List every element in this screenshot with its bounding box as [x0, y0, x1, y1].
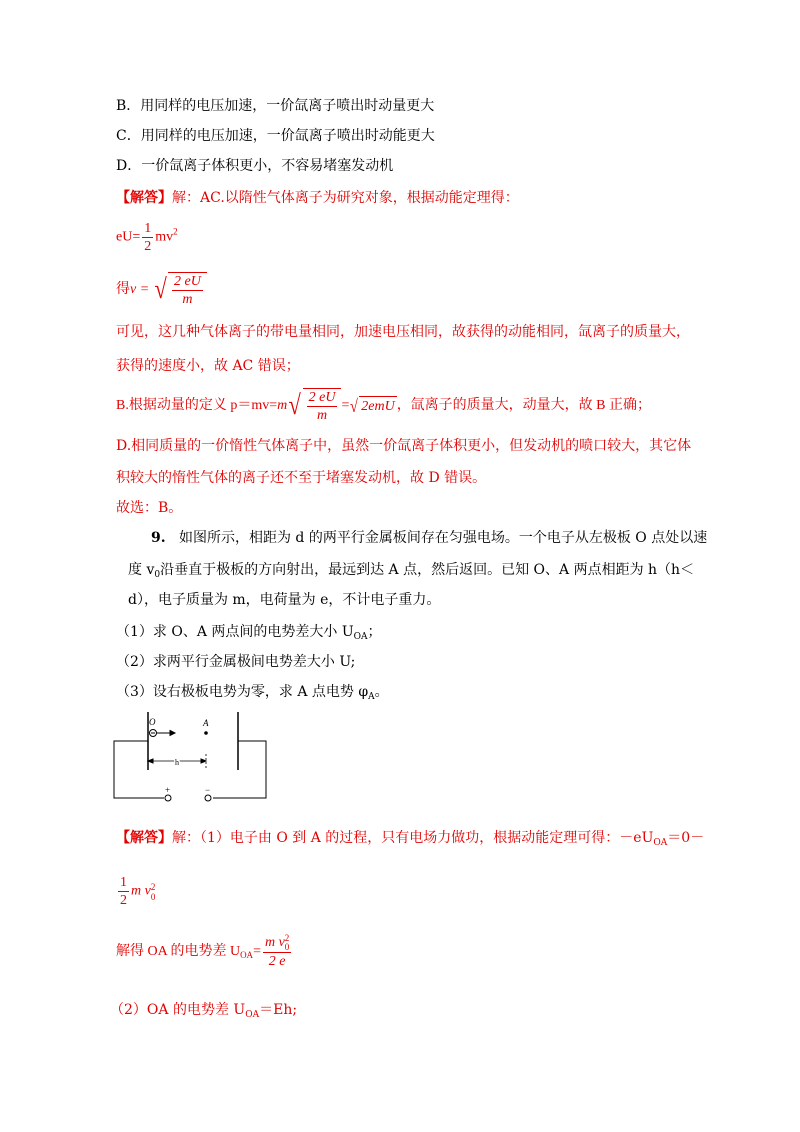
b-m: m [277, 398, 288, 414]
question9-part1: （1）求 O、A 两点间的电势差大小 $U_{OA}$； [116, 624, 382, 642]
parallel-plate-diagram [108, 706, 274, 804]
momentum-line: B.根据动量的定义 p＝mv=m √ $\frac{2 eU}{m}$ = √ 2emU ，氙离子的质量大，动量大，故 B 正确； [116, 390, 652, 423]
option-c: C．用同样的电压加速，一价氙离子喷出时动能更大 [116, 128, 435, 144]
point-a-dot [204, 731, 208, 735]
b-suffix: ，氙离子的质量大，动量大，故 B 正确； [396, 398, 652, 414]
question9-line2: 度 $v_0$沿垂直于极板的方向射出，最远到达 A 点，然后返回。已知 O、A 两点相距为 h（h＜ [128, 562, 695, 580]
answer2-result: 解得 OA 的电势差 $U_{OA}=$ m v 2 0 2 e [116, 933, 290, 969]
sqrt-expression: √ $\frac{2 eU}{m}$ [153, 272, 207, 308]
question9-part2: （2）求两平行金属极间电势差大小 U; [116, 654, 356, 670]
sqrt-numerator: 2 eU [174, 274, 201, 289]
option-d: D．一价氙离子体积更小，不容易堵塞发动机 [116, 158, 394, 174]
eq2-prefix: 得 [116, 282, 130, 298]
label-plus: + [165, 785, 171, 795]
question9-line3: d），电子质量为 m，电荷量为 e，不计电子重力。 [128, 592, 441, 608]
answer2-line1: 【解答】解：（1）电子由 O 到 A 的过程，只有电场力做功，根据动能定理可得：$-eU_{OA}=0-$ [116, 830, 705, 848]
para1-line1: 可见，这几种气体离子的带电量相同，加速电压相同，故获得的动能相同，氙离子的质量大， [116, 324, 690, 340]
b-prefix: B.根据动量的定义 p＝mv= [116, 398, 278, 414]
b-sqrt2: 2emU [359, 396, 396, 417]
frac-numerator: 1 [144, 221, 152, 236]
answer-intro [116, 188, 519, 208]
equation-eu: eU= $\frac{1}{2}$ $mv^2$ [116, 221, 178, 254]
d-line1: D.相同质量的一价惰性气体离子中，虽然一价氙离子体积更小，但发动机的喷口较大，其它体 [116, 438, 692, 454]
sqrt-denominator: m [182, 292, 193, 307]
choice-line: 故选：B。 [116, 500, 183, 516]
option-b: B．用同样的电压加速，一价氙离子喷出时动量更大 [116, 98, 435, 114]
eq-left: eU= [116, 229, 141, 245]
answer-intro-text: 解：AC.以隋性气体离子为研究对象，根据动能定理得： [172, 190, 519, 206]
wire-right [213, 741, 266, 798]
answer2-part2: （2）OA 的电势差 $U_{OA}=Eh$; [110, 1002, 298, 1020]
equation-v [116, 272, 207, 308]
question-number: 9. [151, 530, 166, 546]
b-eq: = [341, 398, 350, 414]
frac-denominator: 2 [144, 239, 152, 254]
label-h: h [175, 758, 179, 767]
label-a: A [203, 718, 209, 728]
v-equals: v = [130, 282, 150, 298]
label-o: O [149, 717, 156, 727]
half-fraction [142, 220, 153, 255]
terminal-plus [165, 795, 171, 801]
label-minus: − [205, 785, 211, 795]
d-line2: 积较大的惰性气体的离子还不至于堵塞发动机，故 D 错误。 [116, 470, 487, 486]
question9-line1: 9. 如图所示，相距为 d 的两平行金属板间存在匀强电场。一个电子从左极板 O 点处以速 [151, 530, 708, 546]
answer-tag: 【解答】 [116, 190, 172, 206]
answer2-half-mv: $\frac{1}{2}$ m v 2 0 [120, 875, 156, 908]
terminal-minus [205, 795, 211, 801]
eq-right: mv [155, 229, 174, 245]
wire-left [114, 741, 164, 798]
question9-part3: （3）设右极板电势为零，求 A 点电势 $\varphi_A$。 [116, 684, 389, 702]
para1-line2: 获得的速度小，故 AC 错误； [116, 358, 300, 374]
